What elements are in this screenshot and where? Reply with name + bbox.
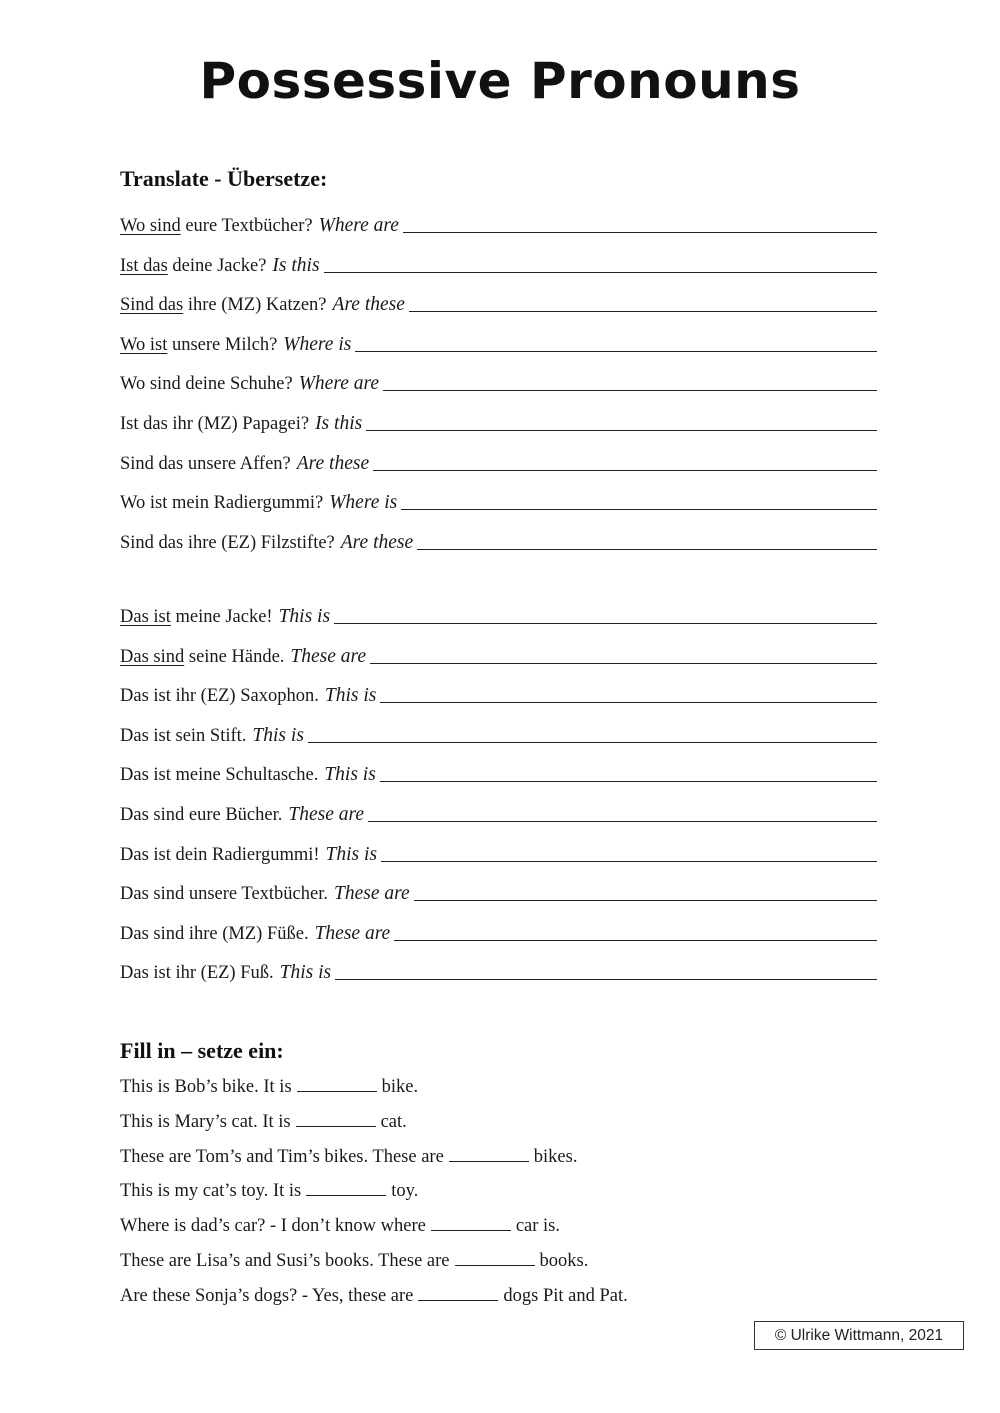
- fill-in-text-after: car is.: [515, 1216, 561, 1237]
- fill-in-text-before: These are Tom’s and Tim’s bikes. These are: [120, 1146, 444, 1167]
- english-prompt: This is: [252, 724, 304, 746]
- underlined-words: Wo ist: [120, 334, 168, 355]
- german-sentence: Ist das ihr (MZ) Papagei?: [120, 414, 310, 434]
- fill-in-text-before: Are these Sonja’s dogs? - Yes, these are: [120, 1285, 414, 1306]
- german-sentence: Das sind unsere Textbücher.: [120, 884, 328, 905]
- english-prompt: Where is: [283, 333, 352, 355]
- fill-in-blank[interactable]: [297, 1090, 377, 1092]
- answer-line[interactable]: [366, 429, 877, 431]
- fill-in-text-before: This is Bob’s bike. It is: [120, 1077, 292, 1097]
- answer-line[interactable]: [394, 939, 877, 941]
- german-sentence: unsere Milch?: [167, 334, 278, 355]
- fill-in-blank[interactable]: [418, 1299, 498, 1301]
- answer-line[interactable]: [368, 820, 877, 822]
- fill-in-item: [120, 1077, 418, 1098]
- copyright-box: © Ulrike Wittmann, 2021: [754, 1321, 964, 1350]
- english-prompt: This is: [278, 606, 331, 627]
- fill-in-text-after: bike.: [381, 1077, 419, 1097]
- fill-in-text-after: bikes.: [533, 1146, 578, 1167]
- translate-row: [120, 844, 877, 866]
- translate-row: [120, 764, 877, 786]
- answer-line[interactable]: [308, 741, 877, 743]
- english-prompt: Is this: [272, 254, 320, 276]
- german-sentence: Das sind ihre (MZ) Füße.: [120, 923, 309, 944]
- translate-row: [120, 685, 877, 707]
- answer-line[interactable]: [414, 899, 877, 901]
- underlined-words: Sind das: [120, 295, 184, 316]
- english-prompt: This is: [279, 962, 332, 984]
- translate-row: [120, 373, 877, 395]
- answer-line[interactable]: [380, 780, 877, 782]
- english-prompt: Are these: [296, 452, 370, 474]
- english-prompt: These are: [314, 922, 391, 944]
- translate-row: [120, 294, 877, 316]
- answer-line[interactable]: [409, 310, 877, 312]
- english-prompt: Are these: [340, 531, 414, 553]
- german-sentence: Das ist meine Schultasche.: [120, 765, 319, 786]
- translate-row: [120, 725, 877, 747]
- translate-row: [120, 804, 877, 826]
- english-prompt: These are: [290, 645, 367, 667]
- german-sentence: Das ist sein Stift.: [120, 725, 247, 746]
- underlined-words: Das sind: [120, 646, 185, 667]
- english-prompt: This is: [324, 764, 376, 786]
- fill-in-blank[interactable]: [296, 1125, 376, 1127]
- german-sentence: ihre (MZ) Katzen?: [183, 295, 327, 316]
- translate-row: [120, 334, 877, 356]
- english-prompt: These are: [288, 804, 364, 825]
- answer-line[interactable]: [381, 860, 877, 862]
- translate-row: [120, 962, 877, 984]
- german-sentence: seine Hände.: [184, 646, 285, 667]
- translate-heading: Translate - Übersetze:: [120, 166, 328, 191]
- translate-row: [120, 413, 877, 435]
- page-title: Possessive Pronouns: [199, 52, 801, 110]
- answer-line[interactable]: [401, 508, 877, 510]
- answer-line[interactable]: [370, 662, 877, 664]
- answer-line[interactable]: [335, 978, 877, 980]
- answer-line[interactable]: [334, 622, 877, 624]
- fill-in-text-before: These are Lisa’s and Susi’s books. These are: [120, 1251, 450, 1271]
- english-prompt: Where is: [329, 492, 398, 514]
- german-sentence: eure Textbücher?: [180, 216, 313, 236]
- fill-in-item: [120, 1286, 628, 1307]
- german-sentence: Das ist ihr (EZ) Saxophon.: [120, 686, 319, 707]
- fill-in-item: [120, 1216, 560, 1237]
- fill-in-item: [120, 1251, 588, 1272]
- fill-in-blank[interactable]: [431, 1229, 511, 1231]
- translate-row: [120, 255, 877, 277]
- translate-row: [120, 923, 877, 945]
- english-prompt: These are: [333, 883, 410, 905]
- german-sentence: deine Jacke?: [167, 255, 267, 276]
- fill-in-item: [120, 1112, 407, 1133]
- fill-in-blank[interactable]: [455, 1264, 535, 1266]
- answer-line[interactable]: [373, 469, 877, 471]
- fill-in-text-before: Where is dad’s car? - I don’t know where: [120, 1216, 426, 1237]
- english-prompt: Where are: [318, 215, 399, 236]
- answer-line[interactable]: [417, 548, 877, 550]
- german-sentence: meine Jacke!: [170, 607, 273, 627]
- fill-in-text-after: toy.: [391, 1181, 419, 1202]
- german-sentence: Das ist ihr (EZ) Fuß.: [120, 963, 274, 984]
- answer-line[interactable]: [380, 701, 877, 703]
- translate-row: [120, 453, 877, 475]
- answer-line[interactable]: [355, 350, 877, 352]
- answer-line[interactable]: [403, 231, 877, 233]
- translate-row: [120, 606, 877, 628]
- german-sentence: Sind das unsere Affen?: [120, 453, 291, 474]
- german-sentence: Das ist dein Radiergummi!: [120, 844, 320, 865]
- underlined-words: Wo sind: [120, 216, 181, 236]
- fill-in-blank[interactable]: [449, 1160, 529, 1162]
- english-prompt: This is: [324, 685, 377, 707]
- fill-in-item: [120, 1181, 418, 1202]
- english-prompt: Where are: [298, 373, 380, 395]
- fill-in-text-after: cat.: [380, 1111, 407, 1132]
- translate-row: [120, 646, 877, 668]
- answer-line[interactable]: [324, 271, 877, 273]
- translate-row: [120, 532, 877, 554]
- german-sentence: Das sind eure Bücher.: [120, 805, 283, 825]
- english-prompt: Are these: [332, 294, 405, 316]
- translate-row: [120, 883, 877, 905]
- fill-in-heading: Fill in – setze ein:: [120, 1038, 284, 1063]
- fill-in-text-before: This is Mary’s cat. It is: [120, 1111, 291, 1132]
- fill-in-text-after: books.: [539, 1251, 589, 1271]
- german-sentence: Wo ist mein Radiergummi?: [120, 493, 324, 514]
- fill-in-text-after: dogs Pit and Pat.: [503, 1285, 628, 1306]
- german-sentence: Sind das ihre (EZ) Filzstifte?: [120, 532, 335, 553]
- translate-row: [120, 215, 877, 237]
- fill-in-item: [120, 1147, 577, 1168]
- english-prompt: Is this: [315, 413, 363, 434]
- underlined-words: Das ist: [120, 607, 171, 627]
- english-prompt: This is: [325, 843, 378, 865]
- translate-row: [120, 492, 877, 514]
- answer-line[interactable]: [383, 389, 877, 391]
- underlined-words: Ist das: [120, 255, 168, 276]
- fill-in-blank[interactable]: [306, 1194, 386, 1196]
- german-sentence: Wo sind deine Schuhe?: [120, 374, 293, 395]
- fill-in-text-before: This is my cat’s toy. It is: [120, 1181, 302, 1202]
